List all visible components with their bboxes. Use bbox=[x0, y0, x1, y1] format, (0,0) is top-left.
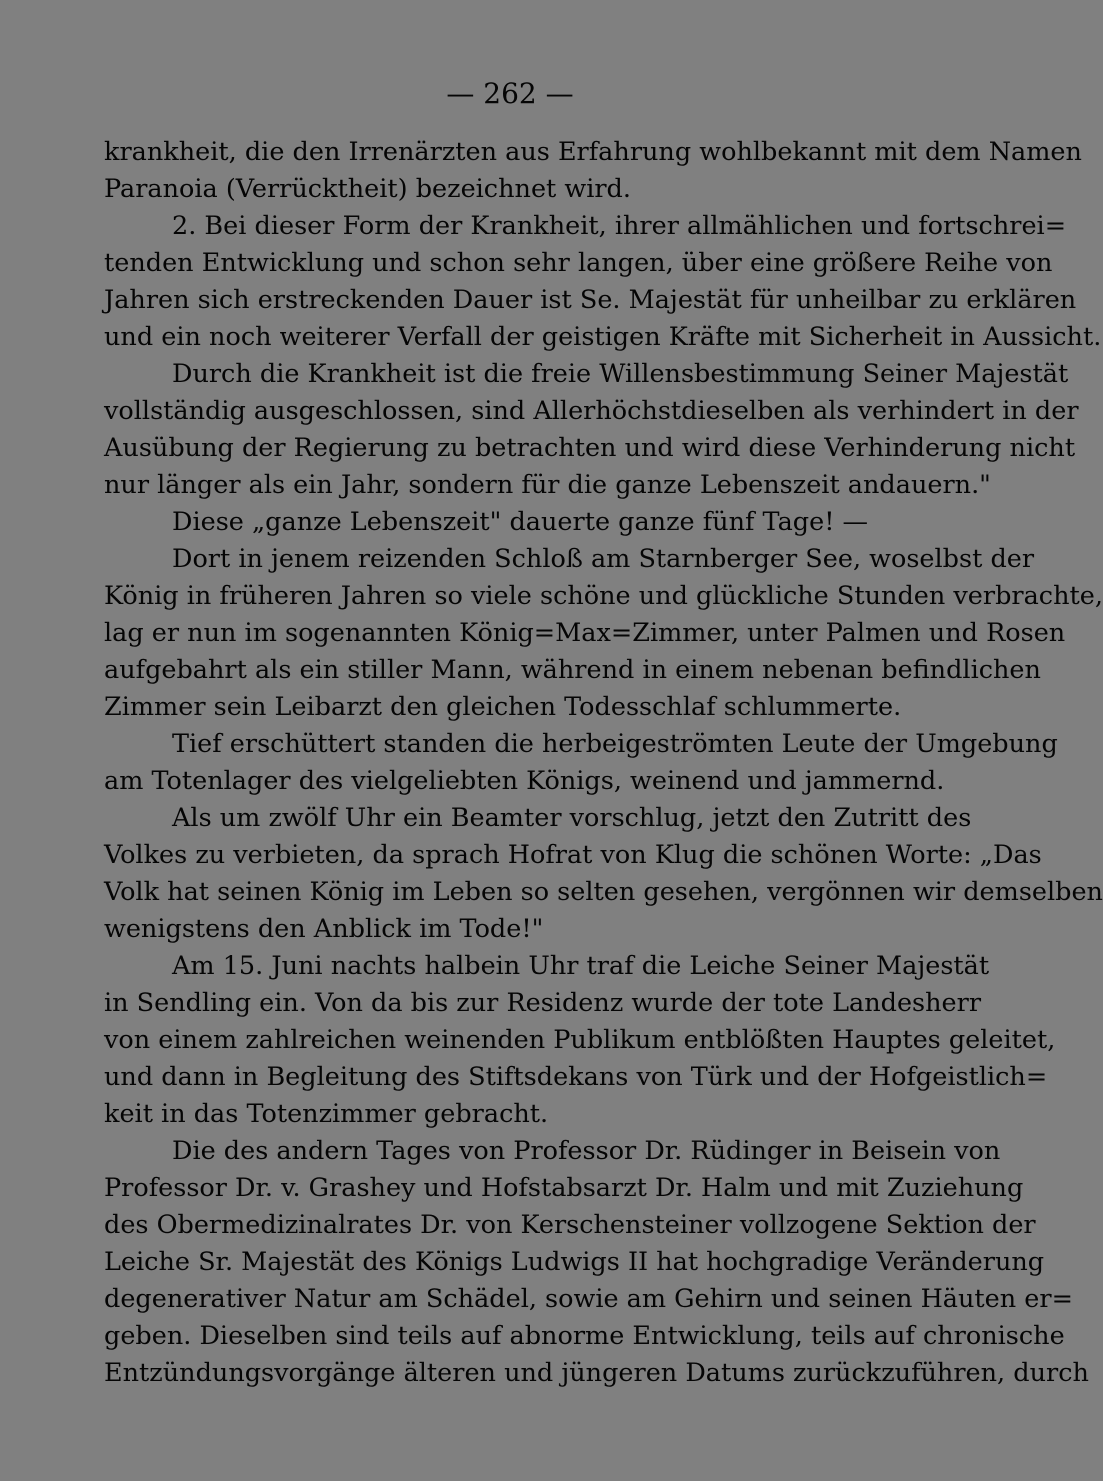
text-line: Volk hat seinen König im Leben so selten gesehen, vergönnen wir demselben bbox=[104, 877, 1103, 907]
text-line: Zimmer sein Leibarzt den gleichen Todesschlaf schlummerte. bbox=[104, 692, 902, 722]
text-line: Tief erschüttert standen die herbeigeströmten Leute der Umgebung bbox=[172, 729, 1058, 759]
text-line: von einem zahlreichen weinenden Publikum entblößten Hauptes geleitet, bbox=[104, 1025, 1056, 1055]
text-line: tenden Entwicklung und schon sehr langen, über eine größere Reihe von bbox=[104, 248, 1053, 278]
page-number: — 262 — bbox=[446, 77, 574, 110]
text-line: lag er nun im sogenannten König=Max=Zimmer, unter Palmen und Rosen bbox=[104, 618, 1066, 648]
text-line: und ein noch weiterer Verfall der geistigen Kräfte mit Sicherheit in Aussicht. bbox=[104, 322, 1102, 352]
text-line: Durch die Krankheit ist die freie Willensbestimmung Seiner Majestät bbox=[172, 359, 1069, 389]
text-line: aufgebahrt als ein stiller Mann, während in einem nebenan befindlichen bbox=[104, 655, 1041, 685]
text-line: und dann in Begleitung des Stiftsdekans von Türk und der Hofgeistlich= bbox=[104, 1062, 1048, 1092]
text-line: Leiche Sr. Majestät des Königs Ludwigs II hat hochgradige Veränderung bbox=[104, 1247, 1045, 1277]
text-line: wenigstens den Anblick im Tode!" bbox=[104, 914, 544, 944]
text-line: keit in das Totenzimmer gebracht. bbox=[104, 1099, 549, 1129]
text-line: krankheit, die den Irrenärzten aus Erfahrung wohlbekannt mit dem Namen bbox=[104, 137, 1082, 167]
text-line: Als um zwölf Uhr ein Beamter vorschlug, jetzt den Zutritt des bbox=[172, 803, 972, 833]
text-line: Dort in jenem reizenden Schloß am Starnberger See, woselbst der bbox=[172, 544, 1035, 574]
text-line: in Sendling ein. Von da bis zur Residenz wurde der tote Landesherr bbox=[104, 988, 982, 1018]
text-line: 2. Bei dieser Form der Krankheit, ihrer allmählichen und fortschrei= bbox=[172, 211, 1067, 241]
text-line: nur länger als ein Jahr, sondern für die ganze Lebenszeit andauern." bbox=[104, 470, 991, 500]
text-line: Professor Dr. v. Grashey und Hofstabsarzt Dr. Halm und mit Zuziehung bbox=[104, 1173, 1024, 1203]
text-line: Die des andern Tages von Professor Dr. Rüdinger in Beisein von bbox=[172, 1136, 1001, 1166]
text-line: am Totenlager des vielgeliebten Königs, weinend und jammernd. bbox=[104, 766, 945, 796]
text-line: degenerativer Natur am Schädel, sowie am Gehirn und seinen Häuten er= bbox=[104, 1284, 1073, 1314]
text-line: des Obermedizinalrates Dr. von Kerschensteiner vollzogene Sektion der bbox=[104, 1210, 1036, 1240]
body-text bbox=[104, 134, 1103, 1392]
text-line: Jahren sich erstreckenden Dauer ist Se. Majestät für unheilbar zu erklären bbox=[104, 285, 1077, 315]
text-line: Entzündungsvorgänge älteren und jüngeren Datums zurückzuführen, durch bbox=[104, 1358, 1089, 1388]
text-line: Am 15. Juni nachts halbein Uhr traf die Leiche Seiner Majestät bbox=[172, 951, 990, 981]
text-line: vollständig ausgeschlossen, sind Allerhöchstdieselben als verhindert in der bbox=[104, 396, 1079, 426]
text-line: Diese „ganze Lebenszeit" dauerte ganze fünf Tage! — bbox=[172, 507, 869, 537]
text-line: Paranoia (Verrücktheit) bezeichnet wird. bbox=[104, 174, 631, 204]
text-line: König in früheren Jahren so viele schöne und glückliche Stunden verbrachte, bbox=[104, 581, 1103, 611]
text-line: Volkes zu verbieten, da sprach Hofrat von Klug die schönen Worte: „Das bbox=[104, 840, 1042, 870]
text-line: geben. Dieselben sind teils auf abnorme Entwicklung, teils auf chronische bbox=[104, 1321, 1065, 1351]
text-line: Ausübung der Regierung zu betrachten und wird diese Verhinderung nicht bbox=[104, 433, 1076, 463]
